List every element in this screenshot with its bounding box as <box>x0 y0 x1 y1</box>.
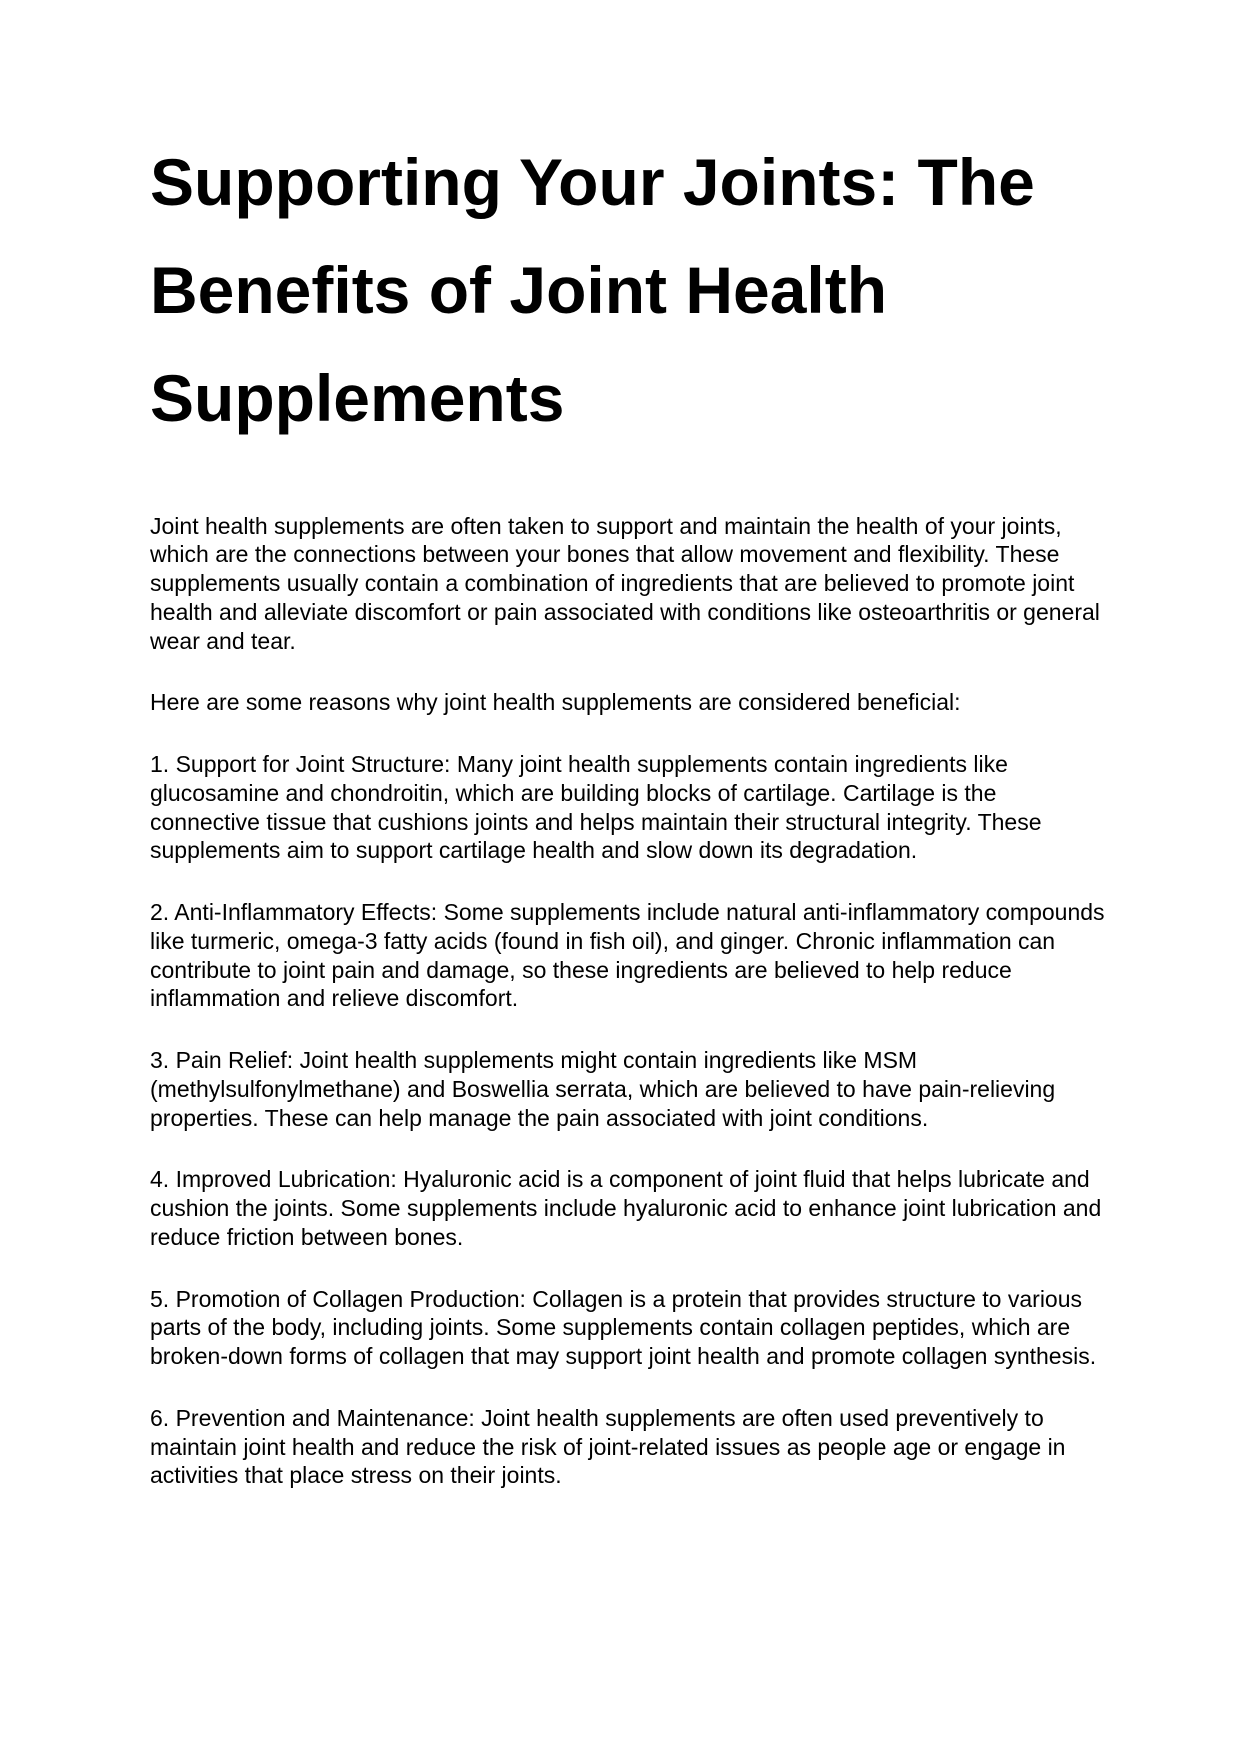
document-content <box>150 0 1107 1523</box>
benefit-item-4-improved-lubrication: 4. Improved Lubrication: Hyaluronic acid is a component of joint fluid that helps lubricate and cushion the joints. Some supplements include hyaluronic acid to enhance joint lubrication and reduce friction between bones. <box>150 1166 1102 1250</box>
benefit-item-5-collagen-production: 5. Promotion of Collagen Production: Collagen is a protein that provides structure to various parts of the body, including joints. Some supplements contain collagen peptides, which are broken-down forms of collagen that may support joint health and promote collagen synthesis. <box>150 1285 1097 1370</box>
document-title: Supporting Your Joints: The Benefits of Joint Health Supplements <box>150 145 1035 436</box>
benefit-item-1-joint-structure: 1. Support for Joint Structure: Many joint health supplements contain ingredients like glucosamine and chondroitin, which are building blocks of cartilage. Cartilage is the connective tissue that cushions joints and helps maintain their structural integrity. These supplements aim to support cartilage health and slow down its degradation. <box>150 751 1042 864</box>
paragraph-reasons-lead: Here are some reasons why joint health supplements are considered beneficial: <box>150 689 961 716</box>
paragraph-intro: Joint health supplements are often taken to support and maintain the health of your joints, which are the connections between your bones that allow movement and flexibility. These supplements usually contain a combination of ingredients that are believed to promote joint health and alleviate discomfort or pain associated with conditions like osteoarthritis or general wear and tear. <box>150 512 1100 654</box>
benefit-item-6-prevention-maintenance: 6. Prevention and Maintenance: Joint health supplements are often used preventively to maintain joint health and reduce the risk of joint-related issues as people age or engage in activities that place stress on their joints. <box>150 1404 1066 1489</box>
benefit-item-2-anti-inflammatory: 2. Anti-Inflammatory Effects: Some supplements include natural anti-inflammatory compounds like turmeric, omega-3 fatty acids (found in fish oil), and ginger. Chronic inflammation can contribute to joint pain and damage, so these ingredients are believed to help reduce inflammation and relieve discomfort. <box>150 899 1105 1012</box>
benefit-item-3-pain-relief: 3. Pain Relief: Joint health supplements might contain ingredients like MSM (methylsulfonylmethane) and Boswellia serrata, which are believed to have pain-relieving properties. These can help manage the pain associated with joint conditions. <box>150 1047 1056 1131</box>
